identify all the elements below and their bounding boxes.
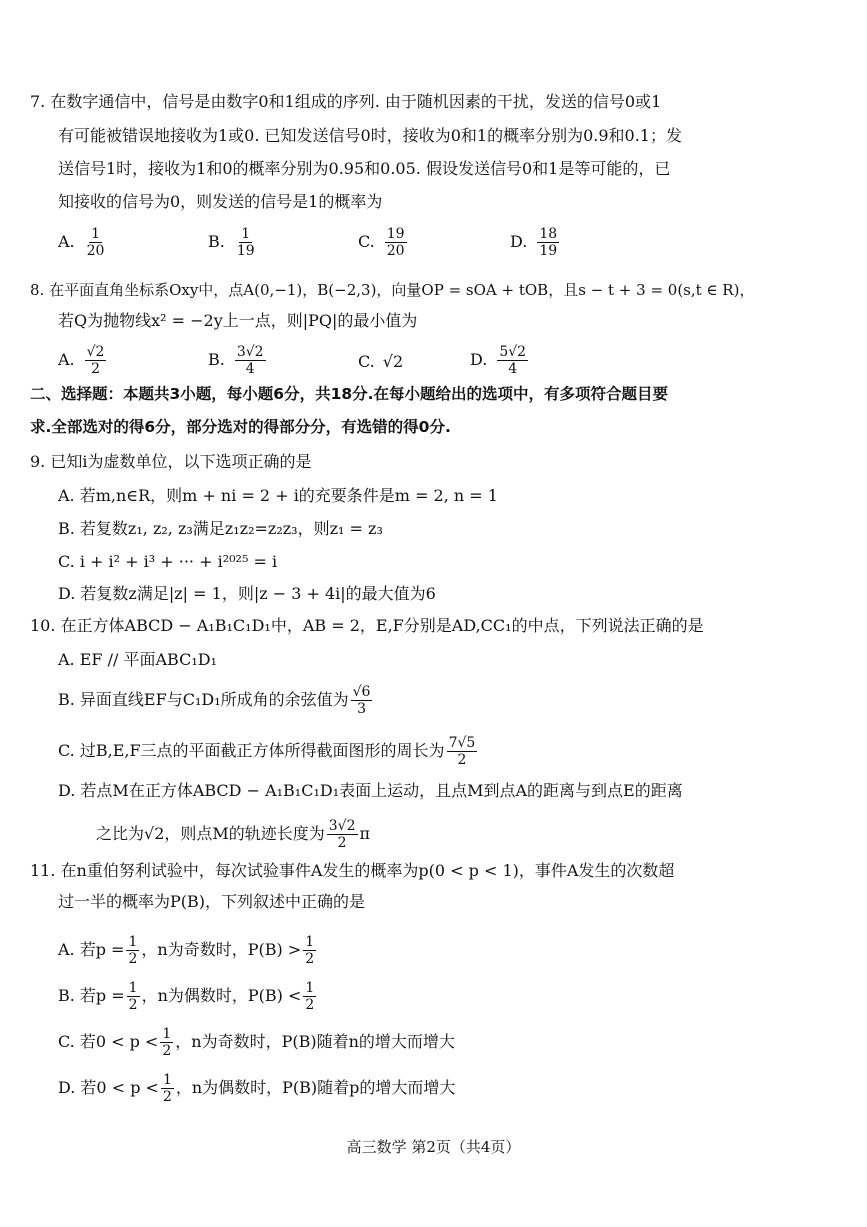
q11-option-a: A. 若p = $\frac{1}{2}$ ，n为奇数时，P(B) > $\frac{1}{2}$ bbox=[58, 934, 315, 967]
q10-option-d-line-1: D. 若点M在正方体ABCD − A₁B₁C₁D₁表面上运动，且点M到点A的距离与到点E的距离 bbox=[58, 781, 683, 800]
q7-option-b: B. $\frac{1}{19}$ bbox=[208, 226, 255, 259]
q10-stem: 10. 在正方体ABCD − A₁B₁C₁D₁中，AB = 2，E,F分别是AD,CC₁的中点，下列说法正确的是 bbox=[30, 616, 704, 635]
q10-option-c: C. 过B,E,F三点的平面截正方体所得截面图形的周长为 $\frac{7√5}{2}$ bbox=[58, 735, 476, 768]
q9-option-c: C. i + i² + i³ + ··· + i²⁰²⁵ = i bbox=[58, 552, 278, 571]
q10-option-a: A. EF // 平面ABC₁D₁ bbox=[58, 650, 217, 669]
q8-line-1: 8. 在平面直角坐标系Oxy中，点A(0,−1)，B(−2,3)，向量OP = sOA + tOB，且s − t + 3 = 0(s,t ∈ R)， bbox=[30, 281, 755, 299]
q9-option-a: A. 若m,n∈R，则m + ni = 2 + i的充要条件是m = 2, n = 1 bbox=[58, 486, 498, 505]
q8-option-d: D. $\frac{5√2}{4}$ bbox=[470, 344, 527, 377]
section-2-instructions: 求.全部选对的得6分，部分选对的得部分分，有选错的得0分. bbox=[30, 418, 451, 436]
q9-option-b: B. 若复数z₁, z₂, z₃满足z₁z₂=z₂z₃，则z₁ = z₃ bbox=[58, 519, 383, 538]
q11-line-1: 11. 在n重伯努利试验中，每次试验事件A发生的概率为p(0 < p < 1)，事件A发生的次数超 bbox=[30, 861, 675, 880]
q7-line-4: 知接收的信号为0，则发送的信号是1的概率为 bbox=[58, 192, 383, 211]
q7-line-3: 送信号1时，接收为1和0的概率分别为0.95和0.05. 假设发送信号0和1是等可能的，已 bbox=[58, 159, 671, 178]
q7-line-2: 有可能被错误地接收为1或0. 已知发送信号0时，接收为0和1的概率分别为0.9和0.1；发 bbox=[58, 126, 682, 145]
q8-option-c: C. √2 bbox=[358, 352, 404, 371]
q9-option-d: D. 若复数z满足|z| = 1，则|z − 3 + 4i|的最大值为6 bbox=[58, 584, 436, 603]
page-footer: 高三数学 第2页（共4页） bbox=[346, 1138, 521, 1156]
q7-option-d: D. $\frac{18}{19}$ bbox=[510, 226, 558, 259]
section-2-heading: 二、选择题：本题共3小题，每小题6分，共18分.在每小题给出的选项中，有多项符合题目要 bbox=[30, 385, 669, 403]
q8-option-b: B. $\frac{3√2}{4}$ bbox=[208, 344, 264, 377]
q11-option-d: D. 若0 < p < $\frac{1}{2}$ ，n为偶数时，P(B)随着p的增大而增大 bbox=[58, 1072, 456, 1105]
q7-option-c: C. $\frac{19}{20}$ bbox=[358, 226, 405, 259]
q10-option-d-line-2: 之比为√2，则点M的轨迹长度为 $\frac{3√2}{2}$ π bbox=[96, 818, 371, 851]
q11-line-2: 过一半的概率为P(B)，下列叙述中正确的是 bbox=[58, 892, 366, 911]
q8-line-2: 若Q为抛物线x² = −2y上一点，则|PQ|的最小值为 bbox=[58, 311, 418, 330]
q8-option-a: A. $\frac{√2}{2}$ bbox=[58, 344, 105, 377]
q11-option-b: B. 若p = $\frac{1}{2}$ ，n为偶数时，P(B) < $\frac{1}{2}$ bbox=[58, 980, 315, 1013]
q11-option-c: C. 若0 < p < $\frac{1}{2}$ ，n为奇数时，P(B)随着n的增大而增大 bbox=[58, 1026, 455, 1059]
q7-line-1: 7. 在数字通信中，信号是由数字0和1组成的序列. 由于随机因素的干扰，发送的信号0或1 bbox=[30, 92, 662, 111]
q7-option-a: A. $\frac{1}{20}$ bbox=[58, 226, 105, 259]
q10-option-b: B. 异面直线EF与C₁D₁所成角的余弦值为 $\frac{√6}{3}$ bbox=[58, 684, 371, 717]
q9-stem: 9. 已知i为虚数单位，以下选项正确的是 bbox=[30, 452, 312, 471]
